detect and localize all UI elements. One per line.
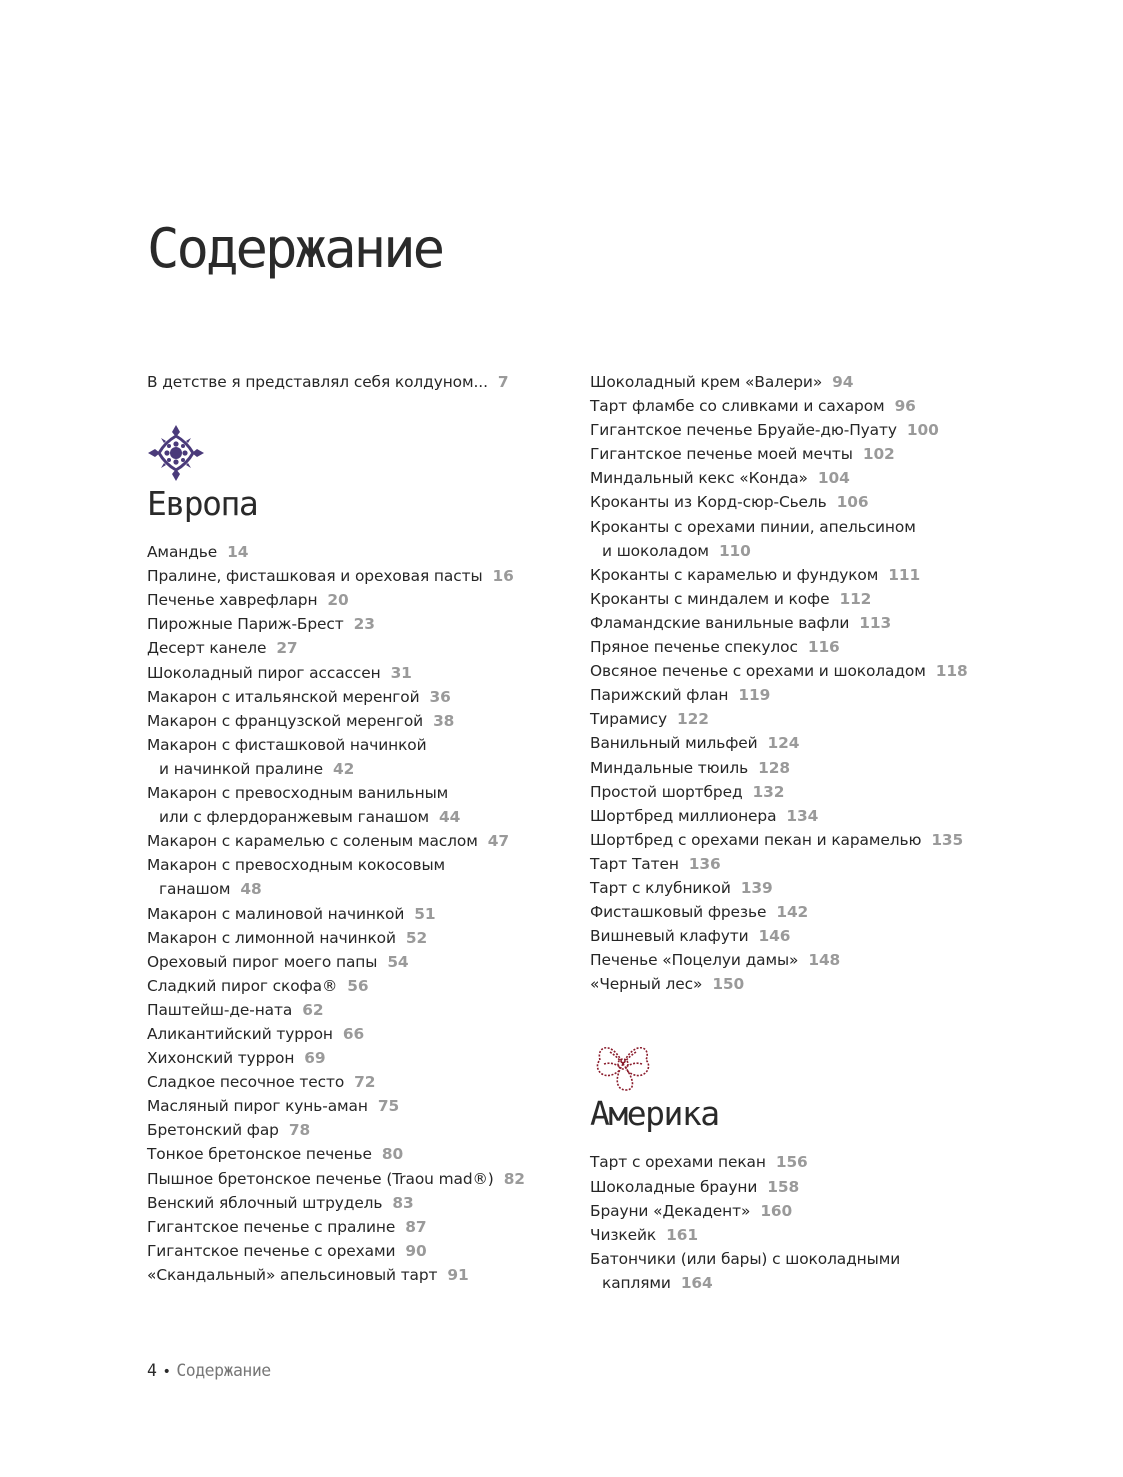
entry-page: 132 [752,782,785,801]
entry-page: 136 [688,854,721,873]
entry-title: Макарон с превосходным ванильным [147,784,449,803]
toc-entry[interactable] [590,876,1010,900]
toc-entry[interactable] [147,661,567,685]
entry-title: Печенье хаврефларн [147,591,318,610]
toc-entry[interactable] [147,974,567,998]
section-title-america: Америка [590,1094,719,1134]
entry-page: 96 [894,397,916,416]
entry-title: Гигантское печенье с орехами [147,1241,396,1260]
entry-page: 38 [433,711,455,730]
toc-entry[interactable] [590,707,1010,731]
entry-page: 52 [405,928,428,947]
toc-column-right [590,370,1010,1295]
entry-page: 44 [439,808,461,827]
entry-title: Брауни «Декадент» [590,1201,751,1220]
entry-title: Пышное бретонское печенье (Traou mad®) [147,1169,494,1188]
entry-page: 62 [302,1000,324,1019]
entry-page: 27 [276,639,298,658]
entry-page: 135 [931,830,964,849]
entry-page: 72 [354,1073,376,1092]
entry-title: Шоколадный крем «Валери» [590,373,823,391]
toc-entry[interactable] [590,587,1010,611]
footer-page-number: 4 [147,1361,157,1380]
toc-entry[interactable] [590,780,1010,804]
entry-title: Сладкий пирог скофа® [147,976,338,995]
entry-title: Кроканты из Корд-сюр-Сьель [590,493,827,512]
entry-page: 110 [718,541,751,560]
toc-entry[interactable] [147,926,567,950]
entry-title: Тарт фламбе со сливками и сахаром [590,397,885,416]
entry-title: В детстве я представлял себя колдуном... [147,373,488,391]
toc-entry[interactable] [590,852,1010,876]
toc-entry-intro[interactable] [147,370,567,394]
toc-entry[interactable] [590,466,1010,490]
entry-title: Миндальный кекс «Конда» [590,469,808,488]
entry-page: 23 [353,615,375,634]
toc-entry[interactable] [590,659,1010,683]
toc-entry[interactable] [147,564,567,588]
toc-entry[interactable] [147,902,567,926]
damask-ornament-icon [147,424,205,482]
entry-title: Макарон с малиновой начинкой [147,904,405,923]
entry-page: 7 [497,373,509,391]
entry-title: и начинкой пралине [159,759,323,778]
toc-entry[interactable] [147,1094,567,1118]
toc-list-america [590,1150,1010,1295]
entry-page: 54 [387,952,409,971]
entry-title: Сладкое песочное тесто [147,1073,345,1092]
toc-entry[interactable] [590,611,1010,635]
toc-entry[interactable] [590,635,1010,659]
entry-title: Тарт с орехами пекан [590,1153,766,1172]
entry-title: Пралине, фисташковая и ореховая пасты [147,567,483,586]
toc-entry[interactable] [147,733,567,781]
page-footer [147,1358,271,1385]
toc-list-europe-continued [590,370,1010,996]
entry-title: Тарт с клубникой [590,878,731,897]
page-title: Содержание [147,217,443,280]
toc-entry[interactable] [147,998,567,1022]
toc-column-left [147,370,567,1287]
entry-title: «Скандальный» апельсиновый тарт [147,1265,438,1284]
entry-page: 150 [712,975,745,994]
toc-entry[interactable] [590,731,1010,755]
toc-entry[interactable] [147,1118,567,1142]
toc-entry[interactable] [590,948,1010,972]
toc-entry[interactable] [147,636,567,660]
entry-title: Макарон с лимонной начинкой [147,928,396,947]
toc-entry[interactable] [590,1199,1010,1223]
entry-page: 106 [836,493,869,512]
entry-page: 164 [680,1273,713,1292]
entry-title: Ореховый пирог моего папы [147,952,378,971]
entry-page: 122 [677,710,709,729]
entry-page: 91 [447,1265,469,1284]
toc-entry[interactable] [147,781,567,829]
entry-title: Бретонский фар [147,1121,279,1140]
toc-entry[interactable] [590,490,1010,514]
entry-page: 160 [760,1201,793,1220]
entry-title: Макарон с фисташковой начинкой [147,735,427,754]
entry-page: 51 [414,904,436,923]
entry-title: Тирамису [590,710,667,729]
entry-page: 36 [429,687,451,706]
toc-entry[interactable] [147,612,567,636]
entry-title: Тарт Татен [590,854,679,873]
entry-title: Гигантское печенье Бруайе-дю-Пуату [590,421,897,440]
toc-entry[interactable] [590,418,1010,442]
entry-page: 75 [377,1097,400,1116]
entry-title: Простой шортбред [590,782,743,801]
entry-title: Пряное печенье спекулос [590,638,798,657]
entry-page: 116 [807,638,840,657]
entry-page: 94 [832,373,854,391]
toc-entry[interactable] [590,804,1010,828]
entry-title: Фламандские ванильные вафли [590,613,850,632]
toc-entry[interactable] [147,1263,567,1287]
toc-entry[interactable] [590,924,1010,948]
toc-entry[interactable] [147,1142,567,1166]
entry-page: 104 [817,469,850,488]
entry-title: Паштейш-де-ната [147,1000,293,1019]
toc-entry[interactable] [590,563,1010,587]
entry-page: 113 [859,613,892,632]
footer-section-title: Содержание [176,1361,271,1380]
entry-title: и шоколадом [602,541,709,560]
entry-page: 42 [333,759,355,778]
entry-title: Венский яблочный штрудель [147,1193,383,1212]
entry-page: 158 [767,1177,800,1196]
europe-ornament [147,424,567,484]
toc-entry[interactable] [147,950,567,974]
entry-page: 16 [492,567,514,586]
toc-entry[interactable] [147,540,567,564]
toc-entry[interactable] [590,972,1010,996]
toc-entry[interactable] [147,1191,567,1215]
toc-entry[interactable] [147,709,567,733]
entry-title: Макарон с превосходным кокосовым [147,856,445,875]
entry-title: Кроканты с орехами пинии, апельсином [590,517,916,536]
entry-page: 119 [738,686,771,705]
toc-entry[interactable] [590,756,1010,780]
entry-page: 161 [666,1225,698,1244]
entry-title: «Черный лес» [590,975,703,994]
entry-title: Печенье «Поцелуи дамы» [590,951,799,970]
entry-title: или с флердоранжевым ганашом [159,808,430,827]
toc-entry[interactable] [147,1215,567,1239]
entry-page: 87 [405,1217,427,1236]
flower-ornament-icon [590,1034,656,1094]
entry-title: Чизкейк [590,1225,657,1244]
toc-entry[interactable] [147,1167,567,1191]
toc-entry[interactable] [147,829,567,853]
entry-title: Шортбред с орехами пекан и карамелью [590,830,922,849]
entry-page: 142 [776,903,809,922]
entry-page: 69 [304,1049,326,1068]
entry-page: 82 [503,1169,525,1188]
toc-entry[interactable] [590,1247,1010,1295]
toc-entry[interactable] [590,1223,1010,1247]
entry-title: каплями [602,1273,671,1292]
entry-page: 102 [862,445,895,464]
toc-entry[interactable] [147,1022,567,1046]
entry-title: Шоколадный пирог ассассен [147,663,381,682]
entry-title: Кроканты с карамелью и фундуком [590,565,879,584]
toc-entry[interactable] [147,1070,567,1094]
entry-page: 124 [767,734,800,753]
entry-title: Макарон с итальянской меренгой [147,687,420,706]
entry-title: Гигантское печенье с пралине [147,1217,396,1236]
entry-title: Шортбред миллионера [590,806,777,825]
toc-entry[interactable] [147,685,567,709]
toc-entry[interactable] [590,683,1010,707]
entry-page: 112 [839,589,872,608]
entry-title: Десерт канеле [147,639,267,658]
entry-page: 47 [487,832,509,851]
entry-title: Кроканты с миндалем и кофе [590,589,830,608]
toc-entry[interactable] [590,515,1010,563]
entry-title: Ванильный мильфей [590,734,758,753]
entry-page: 118 [935,662,968,681]
toc-entry[interactable] [590,828,1010,852]
entry-page: 80 [381,1145,404,1164]
entry-page: 90 [405,1241,427,1260]
entry-page: 148 [808,951,841,970]
entry-title: Тонкое бретонское печенье [147,1145,372,1164]
entry-title: Макарон с французской меренгой [147,711,424,730]
entry-page: 111 [888,565,921,584]
entry-title: Амандье [147,543,218,562]
entry-title: Вишневый клафути [590,927,749,946]
section-title-europe: Европа [147,484,258,524]
entry-title: Шоколадные брауни [590,1177,758,1196]
entry-page: 56 [347,976,369,995]
toc-entry[interactable] [147,1239,567,1263]
toc-entry[interactable] [147,853,567,901]
toc-entry[interactable] [147,588,567,612]
entry-page: 31 [390,663,412,682]
entry-page: 78 [288,1121,311,1140]
toc-entry[interactable] [590,442,1010,466]
entry-title: Батончики (или бары) с шоколадными [590,1249,901,1268]
entry-page: 14 [227,543,249,562]
toc-entry[interactable] [590,1175,1010,1199]
entry-title: Макарон с карамелью с соленым маслом [147,832,478,851]
toc-list-europe [147,540,567,1287]
entry-title: Овсяное печенье с орехами и шоколадом [590,662,926,681]
entry-page: 134 [786,806,819,825]
entry-title: ганашом [159,880,231,899]
entry-title: Гигантское печенье моей мечты [590,445,853,464]
toc-entry[interactable] [590,370,1010,394]
entry-page: 146 [758,927,791,946]
entry-title: Парижский флан [590,686,729,705]
entry-page: 83 [392,1193,414,1212]
entry-page: 128 [758,758,790,777]
toc-entry[interactable] [590,394,1010,418]
entry-title: Миндальные тюиль [590,758,749,777]
footer-bullet: • [162,1364,171,1380]
entry-title: Аликантийский туррон [147,1024,333,1043]
america-ornament [590,1034,1010,1094]
entry-page: 66 [342,1024,365,1043]
toc-entry[interactable] [590,900,1010,924]
entry-page: 100 [906,421,939,440]
entry-title: Пирожные Париж-Брест [147,615,344,634]
entry-page: 156 [775,1153,808,1172]
entry-title: Хихонский туррон [147,1049,295,1068]
toc-entry[interactable] [590,1150,1010,1174]
entry-page: 48 [240,880,262,899]
entry-title: Масляный пирог кунь-аман [147,1097,368,1116]
entry-page: 20 [327,591,349,610]
entry-title: Фисташковый фрезье [590,903,767,922]
entry-page: 139 [740,878,773,897]
toc-entry[interactable] [147,1046,567,1070]
